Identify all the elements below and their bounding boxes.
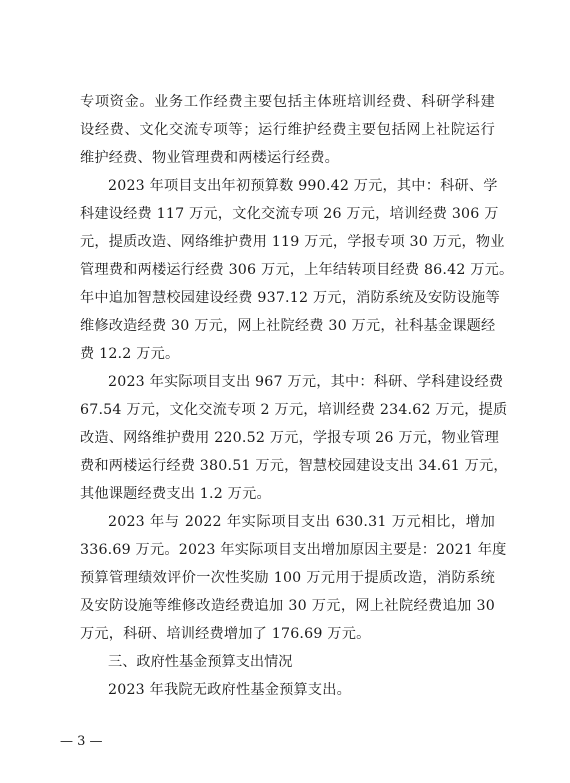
paragraph-line: 336.69 万元。2023 年实际项目支出增加原因主要是：2021 年度: [80, 542, 507, 558]
paragraph-line: 维修改造经费 30 万元，网上社院经费 30 万元，社科基金课题经: [80, 318, 496, 334]
paragraph-line: 科建设经费 117 万元，文化交流专项 26 万元，培训经费 306 万: [80, 206, 499, 222]
paragraph-line: 2023 年项目支出年初预算数 990.42 万元，其中：科研、学: [108, 178, 498, 194]
paragraph-line: 费 12.2 万元。: [80, 346, 180, 362]
page-number: — 3 —: [60, 734, 103, 749]
paragraph-line: 维护经费、物业管理费和两楼运行经费。: [80, 150, 339, 166]
paragraph-line: 其他课题经费支出 1.2 万元。: [80, 486, 271, 502]
paragraph-line: 专项资金。业务工作经费主要包括主体班培训经费、科研学科建: [80, 94, 495, 110]
paragraph-line: 67.54 万元，文化交流专项 2 万元，培训经费 234.62 万元，提质: [80, 402, 508, 418]
paragraph-line: 2023 年实际项目支出 967 万元，其中：科研、学科建设经费: [108, 374, 504, 390]
paragraph-line: 2023 年与 2022 年实际项目支出 630.31 万元相比，增加: [108, 514, 495, 530]
paragraph-line: 改造、网络维护费用 220.52 万元，学报专项 26 万元，物业管理: [80, 430, 500, 446]
paragraph-line: 万元，科研、培训经费增加了 176.69 万元。: [80, 626, 371, 642]
closing-line: 2023 年我院无政府性基金预算支出。: [108, 682, 352, 698]
paragraph-line: 费和两楼运行经费 380.51 万元，智慧校园建设支出 34.61 万元，: [80, 458, 508, 474]
paragraph-line: 管理费和两楼运行经费 306 万元，上年结转项目经费 86.42 万元。: [80, 262, 514, 278]
paragraph-line: 及安防设施等维修改造经费追加 30 万元，网上社院经费追加 30: [80, 598, 495, 614]
paragraph-line: 预算管理绩效评价一次性奖励 100 万元用于提质改造，消防系统: [80, 570, 495, 586]
paragraph-line: 年中追加智慧校园建设经费 937.12 万元，消防系统及安防设施等: [80, 290, 500, 306]
paragraph-line: 设经费、文化交流专项等；运行维护经费主要包括网上社院运行: [80, 122, 495, 138]
section-heading: 三、政府性基金预算支出情况: [108, 654, 293, 670]
paragraph-line: 元，提质改造、网络维护费用 119 万元，学报专项 30 万元，物业: [80, 234, 505, 250]
